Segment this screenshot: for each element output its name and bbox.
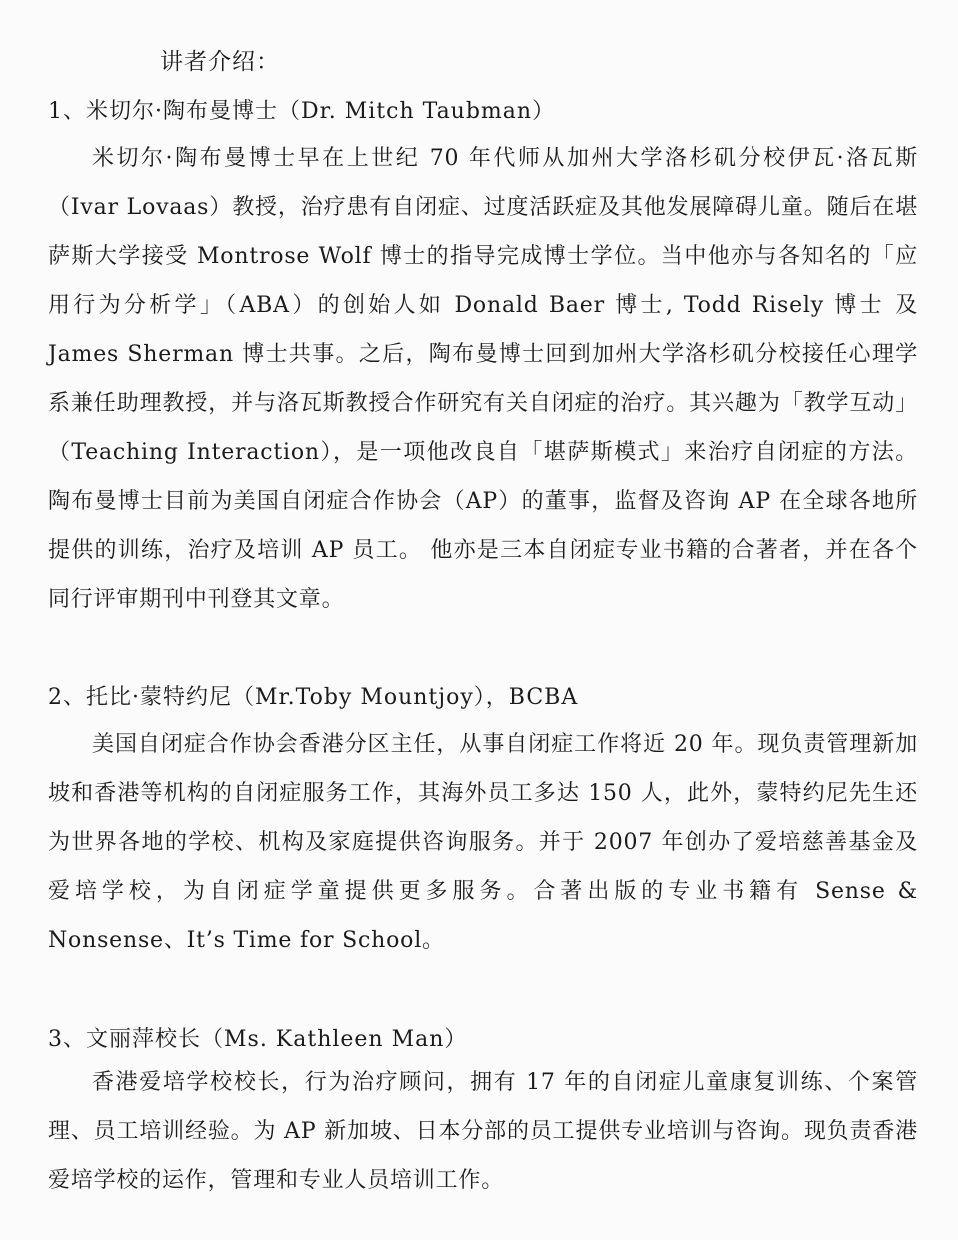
speaker-bio: 米切尔·陶布曼博士早在上世纪 70 年代师从加州大学洛杉矶分校伊瓦·洛瓦斯（Ivar Lovaas）教授，治疗患有自闭症、过度活跃症及其他发展障碍儿童。随后在堪萨斯大学接受 Montrose Wolf 博士的指导完成博士学位。当中他亦与各知名的「应用行为分析学」（ABA）的创始人如 Donald Baer 博士, Todd Risely 博士 及 James Sherman 博士共事。之后，陶布曼博士回到加州大学洛杉矶分校接任心理学系兼任助理教授，并与洛瓦斯教授合作研究有关自闭症的治疗。其兴趣为「教学互动」（Teaching Interaction），是一项他改良自「堪萨斯模式」来治疗自闭症的方法。陶布曼博士目前为美国自闭症合作协会（AP）的董事，监督及咨询 AP 在全球各地所提供的训练，治疗及培训 AP 员工。 他亦是三本自闭症专业书籍的合著者，并在各个同行评审期刊中刊登其文章。	[48, 146, 918, 612]
page-heading: 讲者介绍：	[160, 49, 280, 75]
speaker-title: 3、文丽萍校长（Ms. Kathleen Man）	[48, 1027, 468, 1052]
speaker-title: 1、米切尔·陶布曼博士（Dr. Mitch Taubman）	[48, 99, 556, 124]
speaker-section-2	[48, 680, 918, 965]
speaker-bio: 香港爱培学校校长，行为治疗顾问，拥有 17 年的自闭症儿童康复训练、个案管理、员工培训经验。为 AP 新加坡、日本分部的员工提供专业培训与咨询。现负责香港爱培学校的运作，管理和专业人员培训工作。	[48, 1070, 918, 1193]
speaker-section-3	[48, 1022, 918, 1205]
speaker-section-1	[48, 94, 918, 624]
speaker-title: 2、托比·蒙特约尼（Mr.Toby Mountjoy），BCBA	[48, 685, 579, 710]
speaker-bio: 美国自闭症合作协会香港分区主任，从事自闭症工作将近 20 年。现负责管理新加坡和香港等机构的自闭症服务工作，其海外员工多达 150 人，此外，蒙特约尼先生还为世界各地的学校、机构及家庭提供咨询服务。并于 2007 年创办了爱培慈善基金及爱培学校，为自闭症学童提供更多服务。合著出版的专业书籍有 Sense & Nonsense、It’s Time for School。	[48, 732, 918, 953]
